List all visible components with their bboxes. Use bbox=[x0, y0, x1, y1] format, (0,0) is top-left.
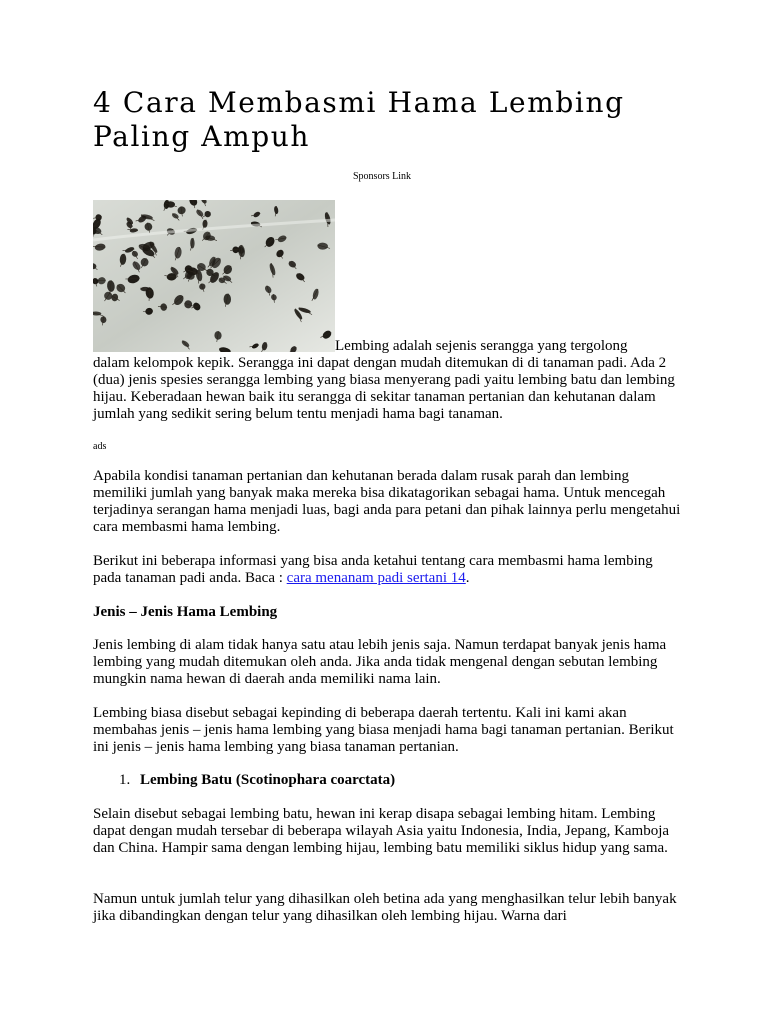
list-item-1: Lembing Batu (Scotinophara coarctata) bbox=[140, 772, 396, 788]
paragraph-3-text: Berikut ini beberapa informasi yang bisa anda ketahui tentang cara membasmi hama lembing pada tanaman padi anda. Baca : bbox=[93, 553, 653, 586]
heading-jenis-hama: Jenis – Jenis Hama Lembing bbox=[93, 604, 278, 620]
list-item-1-number: 1. bbox=[119, 772, 131, 788]
paragraph-5: Lembing biasa disebut sebagai kepinding di beberapa daerah tertentu. Kali ini kami akan membahas jenis – jenis hama lembing yang biasa menjadi hama bagi tanaman pertanian. Berikut ini jenis – jenis hama lembing yang biasa tanaman pertanian. bbox=[93, 705, 674, 755]
paragraph-7: Namun untuk jumlah telur yang dihasilkan oleh betina ada yang menghasilkan telur lebih banyak jika dibandingkan dengan telur yang dihasilkan oleh lembing hijau. Warna dari bbox=[93, 891, 677, 924]
paragraph-2: Apabila kondisi tanaman pertanian dan kehutanan berada dalam rusak parah dan lembing memiliki jumlah yang banyak maka mereka bisa dikatagorikan sebagai hama. Untuk mencegah terjadinya serangan hama menjadi luas, bagi anda para petani dan pihak lainnya perlu mengetahui cara membasmi hama lembing. bbox=[93, 468, 681, 535]
intro-paragraph: dalam kelompok kepik. Serangga ini dapat dengan mudah ditemukan di di tanaman padi. Ada 2 (dua) jenis spesies serangga lembing yang biasa menyerang padi yaitu lembing batu dan lembing hijau. Keberadaan hewan baik itu serangga di sekitar tanaman pertanian dan kehutanan dalam jumlah yang sedikit sering belum tentu menjadi hama bagi tanaman. bbox=[93, 355, 675, 422]
paragraph-6: Selain disebut sebagai lembing batu, hewan ini kerap disapa sebagai lembing hitam. Lembing dapat dengan mudah tersebar di beberapa wilayah Asia yaitu Indonesia, India, Jepang, Kamboja dan China. Hampir sama dengan lembing hijau, lembing batu memiliki siklus hidup yang sama. bbox=[93, 806, 670, 856]
intro-first-line: Lembing adalah sejenis serangga yang tergolong bbox=[335, 338, 628, 354]
paragraph-4: Jenis lembing di alam tidak hanya satu atau lebih jenis saja. Namun terdapat banyak jenis hama lembing yang mudah ditemukan oleh anda. Jika anda tidak mengenal dengan sebutan lembing mungkin nama hewan di daerah anda memiliki nama lain. bbox=[93, 637, 667, 687]
paragraph-3-end: . bbox=[465, 570, 470, 586]
ads-label: ads bbox=[93, 441, 107, 452]
paragraph-3 bbox=[93, 553, 683, 587]
sponsors-link-label[interactable]: Sponsors Link bbox=[353, 171, 412, 182]
bugs-photo bbox=[93, 200, 335, 352]
article-title: 4 Cara Membasmi Hama Lembing Paling Ampuh bbox=[93, 86, 625, 153]
link-cara-menanam-padi[interactable]: cara menanam padi sertani 14 bbox=[286, 570, 466, 586]
